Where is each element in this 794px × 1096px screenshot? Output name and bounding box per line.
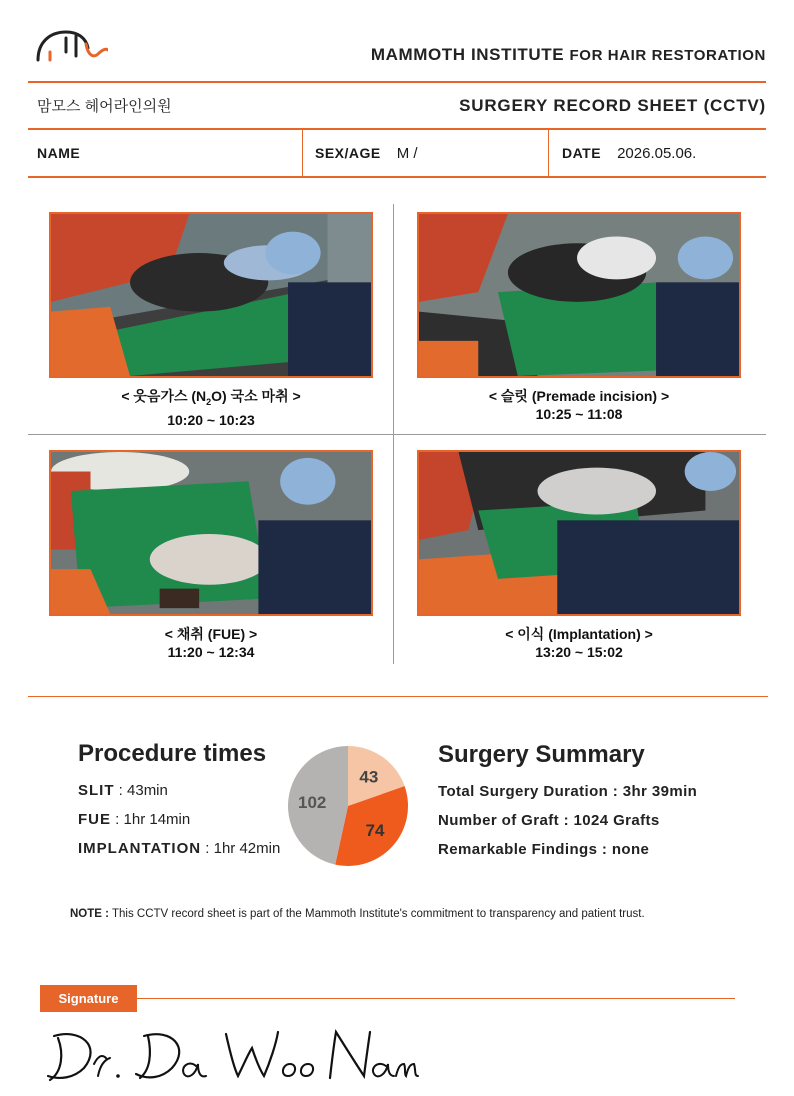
pie-label-fue: 74	[365, 820, 385, 840]
signature-line	[137, 998, 735, 999]
institute-name: MAMMOTH INSTITUTE FOR HAIR RESTORATION	[370, 45, 766, 64]
info-bottom-divider	[28, 176, 766, 178]
sexage-value: M /	[396, 144, 418, 162]
cctv-photo-slit	[417, 212, 741, 378]
date-cell	[549, 130, 765, 176]
caption-title: < 이식 (Implantation) >	[505, 626, 653, 642]
clinic-korean-name: 맘모스 헤어라인의원	[37, 98, 172, 115]
cctv-photo-anesthesia	[49, 212, 373, 378]
summary-grafts: Number of Graft : 1024 Grafts	[438, 812, 660, 829]
pie-label-slit: 43	[359, 767, 379, 787]
cctv-photo-fue	[49, 450, 373, 616]
summary-title: Surgery Summary	[438, 741, 645, 768]
procedure-value: : 1hr 14min	[115, 811, 191, 828]
name-label: NAME	[37, 145, 81, 161]
procedure-time-pie-chart	[287, 745, 409, 867]
procedure-label: SLIT	[78, 782, 115, 799]
cctv-photo-implantation	[417, 450, 741, 616]
note-label: NOTE :	[70, 908, 109, 920]
note-text: This CCTV record sheet is part of the Mammoth Institute's commitment to transparency and patient trust.	[111, 908, 645, 920]
date-value: 2026.05.06.	[617, 144, 697, 162]
pie-label-implantation: 102	[298, 793, 327, 813]
name-cell	[28, 130, 302, 176]
cctv-photo-grid	[28, 204, 766, 666]
procedure-item-fue	[78, 811, 190, 828]
procedure-value: : 43min	[118, 782, 168, 799]
section-divider	[28, 696, 768, 697]
grid-divider-horizontal	[28, 434, 766, 435]
mammoth-logo	[36, 26, 108, 66]
photo-caption-anesthesia	[49, 387, 373, 429]
caption-title: < 슬릿 (Premade incision) >	[488, 388, 670, 404]
procedure-label: FUE	[78, 811, 111, 828]
signature-label: Signature	[40, 985, 137, 1012]
procedure-item-implantation	[78, 840, 280, 857]
summary-findings: Remarkable Findings : none	[438, 841, 650, 858]
procedure-item-slit	[78, 782, 168, 799]
procedure-value: : 1hr 42min	[205, 840, 281, 857]
caption-time: 10:20 ~ 10:23	[167, 411, 255, 428]
caption-time: 10:25 ~ 11:08	[535, 406, 623, 422]
header-divider	[28, 81, 766, 83]
transparency-note	[70, 908, 645, 920]
photo-caption-implantation	[417, 625, 741, 661]
sexage-label: SEX/AGE	[315, 145, 381, 161]
photo-caption-slit	[417, 387, 741, 423]
caption-time: 13:20 ~ 15:02	[535, 644, 623, 660]
sexage-cell	[303, 130, 548, 176]
procedure-label: IMPLANTATION	[78, 840, 202, 857]
date-label: DATE	[562, 145, 602, 161]
caption-title: < 채취 (FUE) >	[164, 626, 258, 642]
caption-time: 11:20 ~ 12:34	[167, 644, 255, 660]
caption-title: < 웃음가스 $(N_2O)$ 국소 마취 >	[121, 388, 301, 407]
summary-duration: Total Surgery Duration : 3hr 39min	[438, 783, 698, 800]
handwritten-signature	[40, 1024, 420, 1086]
procedure-title: Procedure times	[78, 740, 267, 767]
sheet-title: SURGERY RECORD SHEET (CCTV)	[459, 96, 766, 115]
patient-info-row	[28, 130, 766, 176]
photo-caption-fue	[49, 625, 373, 661]
